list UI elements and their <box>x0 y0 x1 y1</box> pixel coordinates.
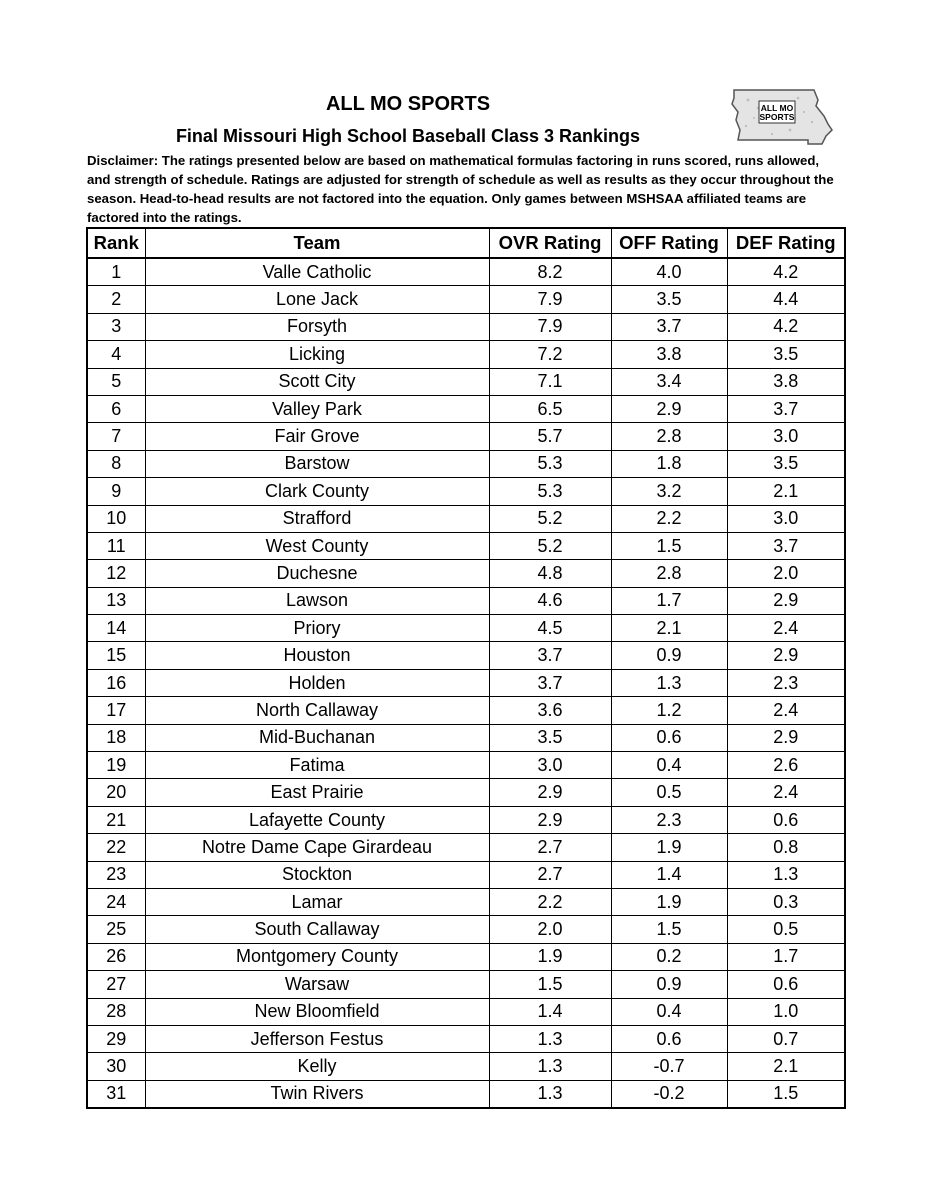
team-cell: West County <box>145 532 489 559</box>
def-rating-cell: 0.7 <box>727 1025 845 1052</box>
table-row <box>87 1080 845 1108</box>
team-cell: Barstow <box>145 450 489 477</box>
off-rating-cell: 0.2 <box>611 943 727 970</box>
rank-cell: 30 <box>87 1053 145 1080</box>
table-row <box>87 532 845 559</box>
team-cell: Montgomery County <box>145 943 489 970</box>
rank-cell: 7 <box>87 423 145 450</box>
team-cell: North Callaway <box>145 697 489 724</box>
ovr-rating-cell: 1.5 <box>489 971 611 998</box>
off-rating-cell: 3.8 <box>611 341 727 368</box>
rank-cell: 4 <box>87 341 145 368</box>
rank-cell: 16 <box>87 669 145 696</box>
rank-cell: 5 <box>87 368 145 395</box>
off-rating-cell: 2.3 <box>611 806 727 833</box>
ovr-rating-cell: 2.9 <box>489 806 611 833</box>
table-row <box>87 615 845 642</box>
table-row <box>87 1025 845 1052</box>
table-row <box>87 888 845 915</box>
ovr-rating-cell: 5.3 <box>489 450 611 477</box>
team-cell: New Bloomfield <box>145 998 489 1025</box>
ovr-rating-cell: 8.2 <box>489 258 611 286</box>
rank-cell: 17 <box>87 697 145 724</box>
rank-cell: 11 <box>87 532 145 559</box>
team-cell: Priory <box>145 615 489 642</box>
def-rating-cell: 1.0 <box>727 998 845 1025</box>
rank-cell: 29 <box>87 1025 145 1052</box>
off-rating-cell: 3.4 <box>611 368 727 395</box>
rank-cell: 26 <box>87 943 145 970</box>
ovr-rating-cell: 3.7 <box>489 642 611 669</box>
def-rating-cell: 1.5 <box>727 1080 845 1108</box>
def-rating-cell: 3.5 <box>727 450 845 477</box>
rankings-table <box>86 227 846 1109</box>
def-rating-cell: 3.0 <box>727 423 845 450</box>
team-cell: Valley Park <box>145 395 489 422</box>
rank-cell: 22 <box>87 834 145 861</box>
ovr-rating-cell: 3.5 <box>489 724 611 751</box>
def-rating-cell: 4.2 <box>727 313 845 340</box>
team-cell: Valle Catholic <box>145 258 489 286</box>
rank-cell: 1 <box>87 258 145 286</box>
team-cell: Clark County <box>145 478 489 505</box>
table-row <box>87 642 845 669</box>
ovr-rating-cell: 5.2 <box>489 532 611 559</box>
ovr-rating-cell: 2.7 <box>489 834 611 861</box>
team-cell: Jefferson Festus <box>145 1025 489 1052</box>
table-row <box>87 313 845 340</box>
logo-text-line1: ALL MO <box>760 103 794 113</box>
def-rating-cell: 0.6 <box>727 971 845 998</box>
rank-cell: 21 <box>87 806 145 833</box>
off-rating-cell: 2.8 <box>611 423 727 450</box>
table-row <box>87 916 845 943</box>
column-header-team: Team <box>145 228 489 258</box>
team-cell: East Prairie <box>145 779 489 806</box>
off-rating-cell: 0.4 <box>611 752 727 779</box>
team-cell: South Callaway <box>145 916 489 943</box>
off-rating-cell: 1.3 <box>611 669 727 696</box>
team-cell: Licking <box>145 341 489 368</box>
table-row <box>87 368 845 395</box>
def-rating-cell: 0.5 <box>727 916 845 943</box>
rank-cell: 3 <box>87 313 145 340</box>
table-row <box>87 834 845 861</box>
ovr-rating-cell: 7.2 <box>489 341 611 368</box>
page-title: ALL MO SPORTS <box>325 93 491 115</box>
table-row <box>87 724 845 751</box>
ovr-rating-cell: 7.9 <box>489 286 611 313</box>
rank-cell: 28 <box>87 998 145 1025</box>
ovr-rating-cell: 5.2 <box>489 505 611 532</box>
team-cell: Twin Rivers <box>145 1080 489 1108</box>
ovr-rating-cell: 1.4 <box>489 998 611 1025</box>
table-row <box>87 943 845 970</box>
ovr-rating-cell: 2.0 <box>489 916 611 943</box>
rank-cell: 24 <box>87 888 145 915</box>
team-cell: Mid-Buchanan <box>145 724 489 751</box>
off-rating-cell: 0.9 <box>611 642 727 669</box>
ovr-rating-cell: 7.1 <box>489 368 611 395</box>
table-row <box>87 971 845 998</box>
column-header-off-rating: OFF Rating <box>611 228 727 258</box>
ovr-rating-cell: 7.9 <box>489 313 611 340</box>
rank-cell: 2 <box>87 286 145 313</box>
ovr-rating-cell: 3.7 <box>489 669 611 696</box>
def-rating-cell: 2.1 <box>727 478 845 505</box>
off-rating-cell: 0.9 <box>611 971 727 998</box>
off-rating-cell: 2.1 <box>611 615 727 642</box>
rank-cell: 9 <box>87 478 145 505</box>
team-cell: Houston <box>145 642 489 669</box>
team-cell: Notre Dame Cape Girardeau <box>145 834 489 861</box>
table-row <box>87 505 845 532</box>
team-cell: Lawson <box>145 587 489 614</box>
rank-cell: 6 <box>87 395 145 422</box>
def-rating-cell: 0.6 <box>727 806 845 833</box>
team-cell: Stockton <box>145 861 489 888</box>
column-header-rank: Rank <box>87 228 145 258</box>
def-rating-cell: 0.8 <box>727 834 845 861</box>
def-rating-cell: 2.4 <box>727 615 845 642</box>
off-rating-cell: 1.5 <box>611 916 727 943</box>
off-rating-cell: 1.8 <box>611 450 727 477</box>
all-mo-sports-logo <box>728 86 838 148</box>
def-rating-cell: 3.7 <box>727 532 845 559</box>
table-row <box>87 395 845 422</box>
off-rating-cell: 3.7 <box>611 313 727 340</box>
table-row <box>87 587 845 614</box>
table-row <box>87 560 845 587</box>
off-rating-cell: 1.9 <box>611 888 727 915</box>
ovr-rating-cell: 3.6 <box>489 697 611 724</box>
off-rating-cell: -0.2 <box>611 1080 727 1108</box>
off-rating-cell: 2.8 <box>611 560 727 587</box>
off-rating-cell: 1.4 <box>611 861 727 888</box>
rank-cell: 12 <box>87 560 145 587</box>
table-body <box>87 258 845 1108</box>
page-subtitle: Final Missouri High School Baseball Class 3 Rankings <box>175 126 641 146</box>
ovr-rating-cell: 1.3 <box>489 1025 611 1052</box>
def-rating-cell: 2.4 <box>727 697 845 724</box>
table-row <box>87 258 845 286</box>
ovr-rating-cell: 3.0 <box>489 752 611 779</box>
table-row <box>87 998 845 1025</box>
rank-cell: 18 <box>87 724 145 751</box>
rank-cell: 14 <box>87 615 145 642</box>
def-rating-cell: 4.2 <box>727 258 845 286</box>
off-rating-cell: -0.7 <box>611 1053 727 1080</box>
ovr-rating-cell: 4.5 <box>489 615 611 642</box>
off-rating-cell: 0.5 <box>611 779 727 806</box>
team-cell: Lafayette County <box>145 806 489 833</box>
rank-cell: 23 <box>87 861 145 888</box>
def-rating-cell: 1.3 <box>727 861 845 888</box>
off-rating-cell: 0.4 <box>611 998 727 1025</box>
off-rating-cell: 4.0 <box>611 258 727 286</box>
def-rating-cell: 4.4 <box>727 286 845 313</box>
def-rating-cell: 2.6 <box>727 752 845 779</box>
team-cell: Fatima <box>145 752 489 779</box>
off-rating-cell: 2.2 <box>611 505 727 532</box>
column-header-ovr-rating: OVR Rating <box>489 228 611 258</box>
logo-text-line2: SPORTS <box>759 112 795 122</box>
off-rating-cell: 0.6 <box>611 724 727 751</box>
def-rating-cell: 0.3 <box>727 888 845 915</box>
ovr-rating-cell: 2.7 <box>489 861 611 888</box>
off-rating-cell: 2.9 <box>611 395 727 422</box>
team-cell: Forsyth <box>145 313 489 340</box>
def-rating-cell: 1.7 <box>727 943 845 970</box>
rank-cell: 31 <box>87 1080 145 1108</box>
table-row <box>87 779 845 806</box>
rank-cell: 19 <box>87 752 145 779</box>
team-cell: Strafford <box>145 505 489 532</box>
table-row <box>87 669 845 696</box>
off-rating-cell: 1.7 <box>611 587 727 614</box>
off-rating-cell: 3.2 <box>611 478 727 505</box>
table-row <box>87 286 845 313</box>
table-row <box>87 341 845 368</box>
rank-cell: 8 <box>87 450 145 477</box>
def-rating-cell: 2.4 <box>727 779 845 806</box>
rank-cell: 13 <box>87 587 145 614</box>
ovr-rating-cell: 5.3 <box>489 478 611 505</box>
def-rating-cell: 2.0 <box>727 560 845 587</box>
rank-cell: 20 <box>87 779 145 806</box>
table-row <box>87 697 845 724</box>
ovr-rating-cell: 5.7 <box>489 423 611 450</box>
table-header-row <box>87 228 845 258</box>
def-rating-cell: 3.5 <box>727 341 845 368</box>
ovr-rating-cell: 1.9 <box>489 943 611 970</box>
ovr-rating-cell: 4.6 <box>489 587 611 614</box>
table-row <box>87 861 845 888</box>
team-cell: Duchesne <box>145 560 489 587</box>
team-cell: Lamar <box>145 888 489 915</box>
table-row <box>87 478 845 505</box>
table-row <box>87 423 845 450</box>
off-rating-cell: 1.5 <box>611 532 727 559</box>
rank-cell: 25 <box>87 916 145 943</box>
table-row <box>87 1053 845 1080</box>
ovr-rating-cell: 2.9 <box>489 779 611 806</box>
team-cell: Kelly <box>145 1053 489 1080</box>
rank-cell: 27 <box>87 971 145 998</box>
off-rating-cell: 3.5 <box>611 286 727 313</box>
team-cell: Fair Grove <box>145 423 489 450</box>
table-row <box>87 450 845 477</box>
def-rating-cell: 3.7 <box>727 395 845 422</box>
ovr-rating-cell: 1.3 <box>489 1080 611 1108</box>
team-cell: Holden <box>145 669 489 696</box>
off-rating-cell: 0.6 <box>611 1025 727 1052</box>
ovr-rating-cell: 1.3 <box>489 1053 611 1080</box>
def-rating-cell: 2.3 <box>727 669 845 696</box>
def-rating-cell: 2.1 <box>727 1053 845 1080</box>
def-rating-cell: 2.9 <box>727 642 845 669</box>
rank-cell: 15 <box>87 642 145 669</box>
disclaimer-text: Disclaimer: The ratings presented below are based on mathematical formulas factoring in runs scored, runs allowed, and strength of schedule. Ratings are adjusted for strength of schedule as well as results as they occur throughout the season. Head-to-head results are not factored into the equation. Only games between MSHSAA affiliated teams are factored into the ratings. <box>87 153 834 225</box>
ovr-rating-cell: 6.5 <box>489 395 611 422</box>
def-rating-cell: 3.8 <box>727 368 845 395</box>
table-row <box>87 752 845 779</box>
team-cell: Lone Jack <box>145 286 489 313</box>
def-rating-cell: 2.9 <box>727 724 845 751</box>
rank-cell: 10 <box>87 505 145 532</box>
column-header-def-rating: DEF Rating <box>727 228 845 258</box>
off-rating-cell: 1.9 <box>611 834 727 861</box>
def-rating-cell: 3.0 <box>727 505 845 532</box>
off-rating-cell: 1.2 <box>611 697 727 724</box>
team-cell: Warsaw <box>145 971 489 998</box>
ovr-rating-cell: 4.8 <box>489 560 611 587</box>
table-row <box>87 806 845 833</box>
ovr-rating-cell: 2.2 <box>489 888 611 915</box>
def-rating-cell: 2.9 <box>727 587 845 614</box>
team-cell: Scott City <box>145 368 489 395</box>
